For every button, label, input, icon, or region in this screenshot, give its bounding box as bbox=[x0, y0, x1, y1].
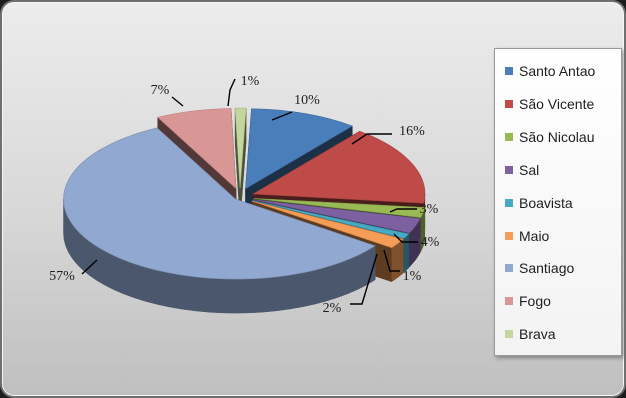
legend-item bbox=[505, 127, 595, 147]
chart-legend bbox=[494, 48, 622, 356]
legend-label: Brava bbox=[519, 326, 556, 343]
data-label-6: 57% bbox=[49, 269, 75, 285]
data-label-5: 2% bbox=[322, 301, 342, 317]
legend-swatch bbox=[505, 199, 513, 207]
legend-label: Fogo bbox=[519, 293, 551, 310]
legend-swatch bbox=[505, 133, 513, 141]
legend-item bbox=[505, 324, 556, 344]
legend-item bbox=[505, 61, 595, 81]
leader-line-8 bbox=[228, 79, 235, 106]
legend-item bbox=[505, 291, 551, 311]
legend-item bbox=[505, 94, 594, 114]
legend-item bbox=[505, 160, 539, 180]
legend-swatch bbox=[505, 67, 513, 75]
leader-line-7 bbox=[172, 97, 183, 106]
legend-swatch bbox=[505, 100, 513, 108]
legend-swatch bbox=[505, 166, 513, 174]
data-label-8: 1% bbox=[240, 74, 260, 90]
legend-label: São Vicente bbox=[519, 95, 595, 112]
data-label-0: 10% bbox=[294, 93, 320, 109]
legend-label: Maio bbox=[519, 227, 550, 244]
legend-swatch bbox=[505, 297, 513, 305]
legend-swatch bbox=[505, 330, 513, 338]
legend-label: São Nicolau bbox=[519, 128, 595, 145]
legend-label: Santiago bbox=[519, 260, 575, 277]
data-label-extra: 4% bbox=[420, 235, 440, 251]
legend-item bbox=[505, 258, 574, 278]
legend-label: Sal bbox=[519, 161, 540, 178]
data-label-3: 3% bbox=[419, 202, 439, 218]
legend-item bbox=[505, 226, 549, 246]
legend-swatch bbox=[505, 264, 513, 272]
data-label-7: 7% bbox=[150, 83, 170, 99]
legend-label: Boavista bbox=[519, 194, 573, 211]
data-label-4: 1% bbox=[402, 269, 422, 285]
data-label-1: 16% bbox=[399, 124, 425, 140]
legend-item bbox=[505, 193, 573, 213]
legend-swatch bbox=[505, 232, 513, 240]
legend-label: Santo Antao bbox=[519, 63, 596, 79]
